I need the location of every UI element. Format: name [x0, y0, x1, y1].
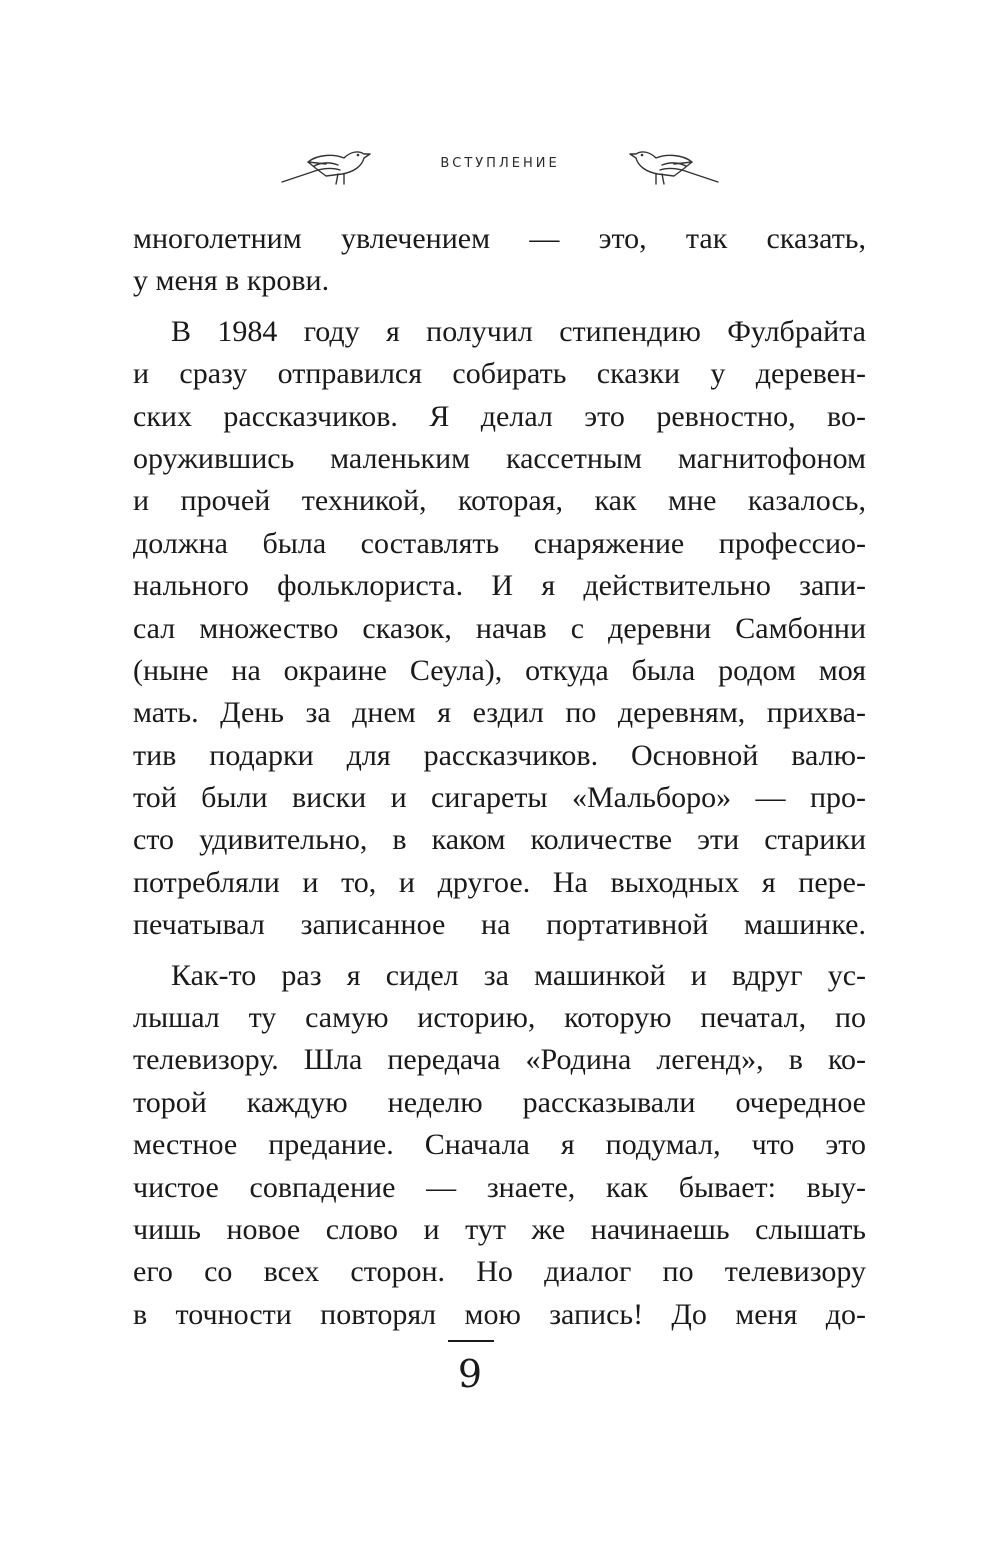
text-line: и сразу отправился собирать сказки у деревен- [133, 357, 866, 391]
text-line: в точности повторял мою запись! До меня до- [133, 1297, 866, 1331]
text-line: В 1984 году я получил стипендию Фулбрайта [171, 314, 866, 348]
bird-icon [626, 132, 722, 192]
text-line: мать. День за днем я ездил по деревням, прихва- [133, 696, 866, 730]
text-line: и прочей техникой, которая, как мне казалось, [133, 484, 866, 518]
text-line: печатывал записанное на портативной машинке. [133, 908, 866, 942]
text-line: торой каждую неделю рассказывали очередное [133, 1085, 866, 1119]
text-line: многолетним увлечением — это, так сказать, [133, 222, 866, 255]
text-line: нального фольклориста. И я действительно запи- [133, 569, 866, 603]
text-line: у меня в крови. [133, 264, 330, 298]
page-number-rule [448, 1340, 494, 1342]
bird-icon [278, 132, 374, 192]
body-text [133, 218, 866, 1336]
page-number: 9 [457, 1352, 483, 1396]
text-line: сал множество сказок, начав с деревни Самбонни [133, 611, 866, 645]
running-header [0, 132, 1000, 192]
text-line: чишь новое слово и тут же начинаешь слышать [133, 1212, 866, 1246]
text-line: тив подарки для рассказчиков. Основной валю- [133, 738, 866, 772]
text-line: (ныне на окраине Сеула), откуда была родом моя [133, 653, 866, 687]
text-line: местное предание. Сначала я подумал, что это [133, 1128, 866, 1162]
text-line: чистое совпадение — знаете, как бывает: выу- [133, 1170, 866, 1204]
text-line: лышал ту самую историю, которую печатал, по [133, 1001, 866, 1035]
text-line: сто удивительно, в каком количестве эти старики [133, 823, 866, 857]
text-line: должна была составлять снаряжение профессио- [133, 526, 866, 560]
text-line: телевизору. Шла передача «Родина легенд», в ко- [133, 1043, 866, 1077]
chapter-title: вступление [440, 150, 560, 172]
text-line: оружившись маленьким кассетным магнитофоном [133, 441, 866, 475]
text-line: Как-то раз я сидел за машинкой и вдруг ус- [171, 958, 866, 992]
text-line: его со всех сторон. Но диалог по телевизору [133, 1255, 866, 1289]
text-line: ских рассказчиков. Я делал это ревностно, во- [133, 399, 866, 433]
text-line: той были виски и сигареты «Мальборо» — про- [133, 781, 866, 815]
text-line: потребляли и то, и другое. На выходных я пере- [133, 865, 866, 899]
